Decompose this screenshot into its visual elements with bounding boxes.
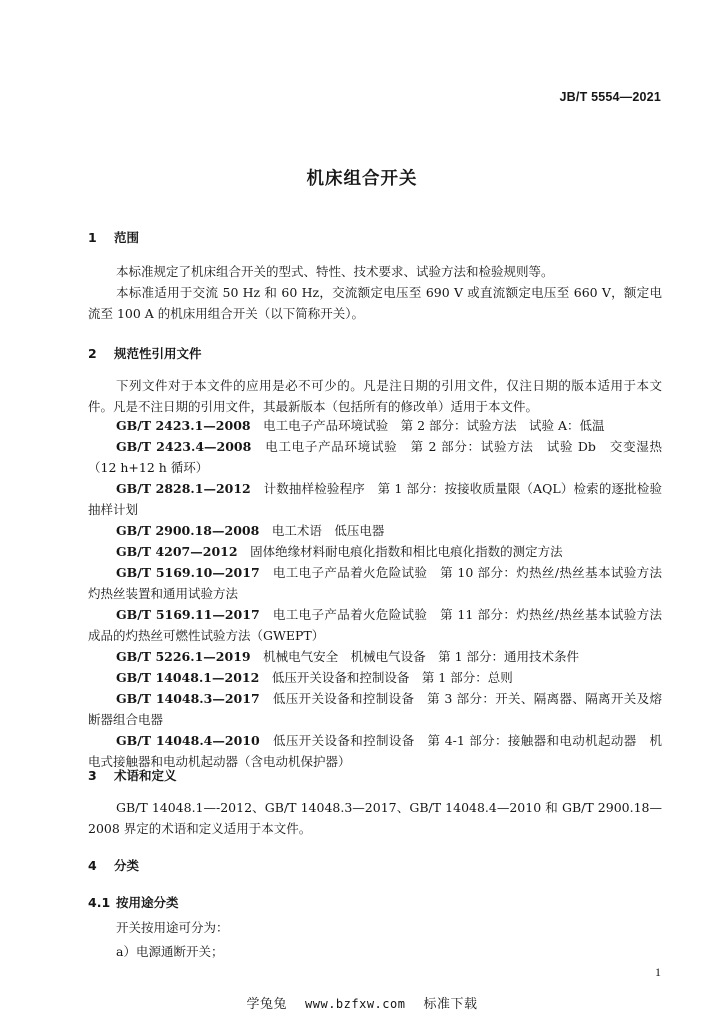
section-number: 4 <box>88 858 97 873</box>
section-number: 3 <box>88 768 97 783</box>
reference-item <box>88 688 662 730</box>
section-4-heading <box>88 856 139 874</box>
reference-item <box>88 541 662 562</box>
reference-title: 电工电子产品环境试验 第 2 部分：试验方法 试验 Db 交变湿热（12 h+12 h 循环） <box>88 439 662 475</box>
reference-code: GB/T 2828.1—2012 <box>116 481 251 496</box>
section-number: 1 <box>88 230 97 245</box>
reference-item <box>88 520 662 541</box>
reference-title: 低压开关设备和控制设备 第 4-1 部分：接触器和电动机起动器 机电式接触器和电动机起动器（含电动机保护器） <box>88 733 662 769</box>
reference-code: GB/T 14048.4—2010 <box>116 733 260 748</box>
reference-code: GB/T 5169.10—2017 <box>116 565 260 580</box>
section-title: 分类 <box>114 858 140 873</box>
list-item: a）电源通断开关； <box>116 944 224 959</box>
reference-item <box>88 436 662 478</box>
paragraph: 本标准规定了机床组合开关的型式、特性、技术要求、试验方法和检验规则等。 <box>116 264 554 279</box>
reference-code: GB/T 2423.1—2008 <box>116 418 251 433</box>
reference-code: GB/T 2900.18—2008 <box>116 523 260 538</box>
standard-code: JB/T 5554—2021 <box>559 90 661 104</box>
paragraph: 开关按用途可分为： <box>116 920 229 935</box>
paragraph: GB/T 14048.1—-2012、GB/T 14048.3—2017、GB/T 14048.4—2010 和 GB/T 2900.18—2008 界定的术语和定义适用于本文件。 <box>88 800 662 836</box>
reference-code: GB/T 5226.1—2019 <box>116 649 251 664</box>
reference-title: 电工术语 低压电器 <box>271 523 385 538</box>
section-1-heading <box>88 228 139 246</box>
footer-tagline: 标准下载 <box>423 997 478 1012</box>
section-title: 术语和定义 <box>114 768 177 783</box>
section-4-1-heading <box>88 893 179 911</box>
reference-title: 固体绝缘材料耐电痕化指数和相比电痕化指数的测定方法 <box>250 544 563 559</box>
reference-code: GB/T 5169.11—2017 <box>116 607 260 622</box>
reference-item <box>88 562 675 604</box>
section-number: 2 <box>88 346 97 361</box>
reference-item <box>88 604 675 646</box>
document-title: 机床组合开关 <box>306 169 418 189</box>
reference-code: GB/T 14048.3—2017 <box>116 691 260 706</box>
section-1-body <box>88 261 662 324</box>
paragraph: 下列文件对于本文件的应用是必不可少的。凡是注日期的引用文件，仅注日期的版本适用于本文件。凡是不注日期的引用文件，其最新版本（包括所有的修改单）适用于本文件。 <box>88 378 662 414</box>
footer-url[interactable]: www.bzfxw.com <box>305 997 406 1011</box>
section-4-1-body <box>88 917 662 938</box>
reference-title: 低压开关设备和控制设备 第 3 部分：开关、隔离器、隔离开关及熔断器组合电器 <box>88 691 662 727</box>
footer-site-name: 学兔兔 <box>246 997 288 1012</box>
section-3-heading <box>88 766 177 784</box>
page-number: 1 <box>655 965 661 979</box>
reference-code: GB/T 14048.1—2012 <box>116 670 260 685</box>
reference-item <box>88 478 662 520</box>
section-number: 4.1 <box>88 895 111 910</box>
footer-watermark <box>0 993 724 1012</box>
reference-list <box>88 415 675 772</box>
paragraph: 本标准适用于交流 50 Hz 和 60 Hz，交流额定电压至 690 V 或直流额定电压至 660 V，额定电流至 100 A 的机床用组合开关（以下简称开关）。 <box>88 285 662 321</box>
reference-title: 电工电子产品着火危险试验 第 11 部分：灼热丝/热丝基本试验方法 成品的灼热丝可燃性试验方法（GWEPT） <box>88 607 675 643</box>
section-title: 按用途分类 <box>116 895 179 910</box>
section-2-heading <box>88 344 202 362</box>
reference-title: 电工电子产品环境试验 第 2 部分：试验方法 试验 A：低温 <box>263 418 605 433</box>
reference-title: 机械电气安全 机械电气设备 第 1 部分：通用技术条件 <box>263 649 580 664</box>
reference-item <box>88 667 662 688</box>
section-title: 规范性引用文件 <box>114 346 202 361</box>
reference-code: GB/T 4207—2012 <box>116 544 238 559</box>
section-2-intro <box>88 375 662 417</box>
reference-title: 低压开关设备和控制设备 第 1 部分：总则 <box>271 670 513 685</box>
reference-item <box>88 415 662 436</box>
reference-code: GB/T 2423.4—2008 <box>116 439 252 454</box>
section-title: 范围 <box>114 230 140 245</box>
reference-title: 电工电子产品着火危险试验 第 10 部分：灼热丝/热丝基本试验方法 灼热丝装置和通用试验方法 <box>88 565 675 601</box>
reference-item <box>88 646 662 667</box>
reference-title: 计数抽样检验程序 第 1 部分：按接收质量限（AQL）检索的逐批检验抽样计划 <box>88 481 662 517</box>
section-3-body <box>88 797 662 839</box>
